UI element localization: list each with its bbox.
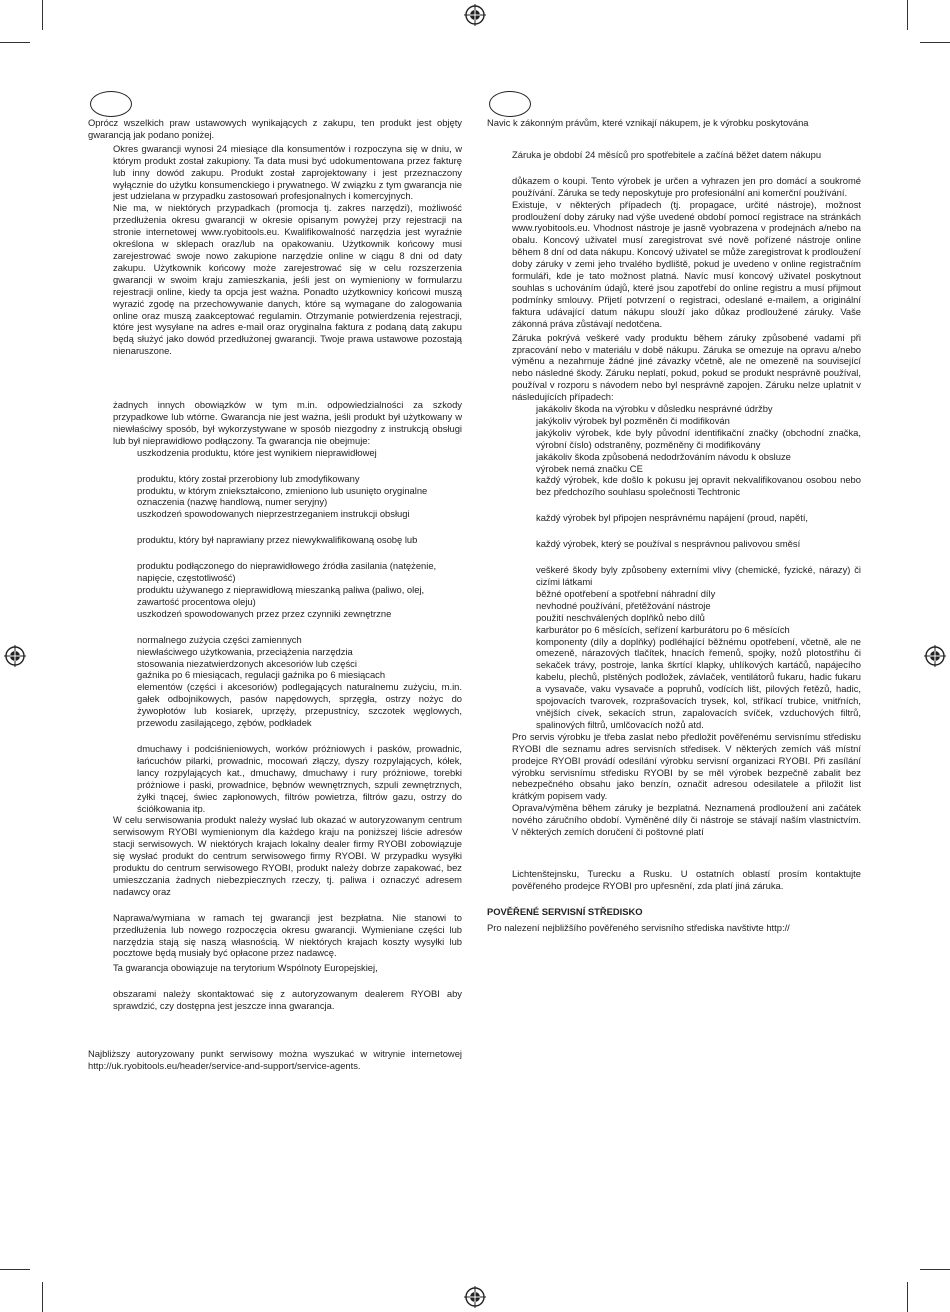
exclusion-item: jakákoliv škoda způsobená nedodržováním návodu k obsluze — [536, 450, 791, 462]
registration-mark-right-icon — [924, 645, 946, 667]
exclusion-item: běžné opotřebení a spotřební náhradní díly — [536, 587, 716, 599]
crop-mark-left-bottom — [0, 1269, 30, 1270]
intro-paragraph: Oprócz wszelkich praw ustawowych wynikających z zakupu, ten produkt jest objęty gwarancją jak podano poniżej. — [88, 117, 462, 140]
exclusion-item: veškeré škody byly způsobeny externími vlivy (chemické, fyzické, nárazy) či cizími látkami — [536, 564, 861, 587]
exclusion-item: produktu, w którym zniekształcono, zmieniono lub usunięto oryginalne oznaczenia (nazwę handlową, numer seryjny) — [137, 484, 428, 508]
obligations-paragraph: żadnych innych obowiązków w tym m.in. odpowiedzialności za szkody przypadkowe lub wtórne. Gwarancja nie jest ważna, jeśli produkt był użytkowany w niewłaściwy sposób, był wykorzystywane w sposób niezgodny z instrukcją obsługi lub był nieprawidłowo podłączony. Ta gwarancja nie obejmuje: — [113, 399, 462, 446]
extension-paragraph: Nie ma, w niektórych przypadkach (promocja tj. zakres narzędzi), możliwość przedłużenia okresu gwarancji w okresie opisanym powyżej przy rejestracji na stronie internetowej www.ryobitools.eu. Kwalifikowalność narzędzia jest wyraźnie określona w sklepach oraz/lub na opakowaniu. Użytkownik końcowy musi zarejestrować swoje nowo zakupione narzędzie online w ciągu 8 dni od daty zakupu. Użytkownik końcowy może zarejestrować się w celu rozszerzenia gwarancji w swoim kraju zamieszkania, jeśli jest on wymieniony w formularzu rejestracji online, kiedy ta opcja jest ważna. Ponadto użytkownicy końcowi muszą wyrazić zgodę na przechowywanie danych, które są wymagane do zalogowania online oraz muszą zaakceptować regulamin. Otrzymanie potwierdzenia rejestracji, które jest wysyłane na adres e-mail oraz oryginalna faktura z podaną datą zakupu będą służyć jako dowód przedłużonej gwarancji. Twoje prawa ustawowe pozostają nienaruszone. — [113, 202, 462, 357]
exclusion-item: gaźnika po 6 miesiącach, regulacji gaźnika po 6 miesiącach — [137, 669, 386, 681]
exclusion-item: nevhodné používání, přetěžování nástroje — [536, 599, 711, 611]
repair-paragraph: Oprava/výměna během záruky je bezplatná. Neznamená prodloužení ani začátek nového záručního období. Vyměněné díly či nástroje se stávají naším vlastnictvím. V některých zemích doručení či poštovné platí — [512, 802, 861, 838]
registration-mark-top-icon — [464, 4, 486, 26]
countries-paragraph: Lichtenštejnsku, Turecku a Rusku. U ostatních oblastí prosím kontaktujte pověřeného prodejce RYOBI pro upřesnění, zda platí jiná záruka. — [512, 867, 861, 891]
crop-mark-top-right — [907, 0, 908, 30]
crop-mark-right-bottom — [920, 1269, 950, 1270]
extension-paragraph: Existuje, v některých případech (tj. propagace, určité nástroje), možnost prodloužení doby záruky nad výše uvedené období pomocí registrace na stránkách www.ryobitools.eu. Vhodnost nástroje je jasně vyobrazena v prodejnách a/nebo na obalu. Koncový uživatel musí zaregistrovat své nově pořízené nástroje online během 8 dní od data nákupu. Koncový uživatel se může zaregistrovat k prodloužení doby záruky v zemi jeho trvalého bydliště, pokud je uvedeno v online registračním formuláři, kde je tato možnost platná. Navíc musí koncový uživatel poskytnout souhlas s uchováním údajů, které jsou zapotřebí do online registru a musí přijmout podmínky smlouvy. Přijetí potvrzení o registraci, odeslané e-mailem, a originální faktura udávající datum nákupu slouží jako důkaz prodloužené záruky. Vaše zákonná práva zůstávají nedotčena. — [512, 198, 861, 329]
service-center-heading: POVĚŘENÉ SERVISNÍ STŘEDISKO — [487, 905, 643, 917]
crop-mark-right-top — [920, 42, 950, 43]
language-badge-right — [489, 91, 531, 117]
exclusion-item: uszkodzeń spowodowanych przez przez czynniki zewnętrzne — [137, 607, 392, 619]
repair-paragraph: Naprawa/wymiana w ramach tej gwarancji jest bezpłatna. Nie stanowi to przedłużenia lub nowego rozpoczęcia okresu gwarancji. Wymieniane części lub narzędzia stają się naszą własnością. W niektórych krajach koszty wysyłki lub pocztowe będą musiały być opłacone przez nadawcę. — [113, 911, 462, 959]
exclusion-item: použití neschválených doplňků nebo dílů — [536, 611, 705, 623]
exclusion-item: komponenty (díly a doplňky) podléhající běžnému opotřebení, včetně, ale ne omezeně, nárazových tlačítek, hnacích řemenů, spojky, nožů plotostřihu či sekaček trávy, postroje, lanka škrtící klapky, uhlíkových kartáčů, napájecího kabelu, plechů, plstěných podložek, závlaček, ventilátorů fukaru, hadic fukaru a vysavače, vaku vysavače a popruhů, vodících lišt, pilových řetězů, hadic, spojovacích tvarovek, rozprašovacích trysek, kol, stříkací trubice, vnitřních, vnějších cívek, sekacích strun, zapalovacích svíček, vzduchových filtrů, spalinových filtrů, umlčovacích nožů atd. — [536, 635, 861, 730]
exclusion-item: produktu używanego z nieprawidłową mieszanką paliwa (paliwo, olej, zawartość procentowa oleju) — [137, 584, 425, 607]
find-service-paragraph: Pro nalezení nejbližšího pověřeného servisního střediska navštivte http:// — [487, 921, 790, 933]
exclusion-item: každý výrobek, který se používal s nesprávnou palivovou směsí — [536, 538, 801, 550]
exclusion-item: produktu, który został przerobiony lub zmodyfikowany — [137, 472, 360, 484]
service-paragraph: W celu serwisowania produkt należy wysłać lub okazać w autoryzowanym centrum serwisowym RYOBI wymienionym dla każdego kraju na poniższej liście adresów stacji serwisowych. W niektórych krajach lokalny dealer firmy RYOBI zobowiązuje się wysłać produkt do centrum serwisowego firmy RYOBI. W przypadku wysyłki produktu do centrum serwisowego RYOBI, produkt należy dobrze zapakować, bez umieszczania żadnych niebezpiecznych rzeczy, tj. paliwa i oznaczyć adresem nadawcy oraz — [113, 814, 462, 897]
exclusion-item: karburátor po 6 měsících, seřízení karburátoru po 6 měsících — [536, 623, 790, 635]
crop-mark-top-left — [42, 0, 43, 30]
exclusion-item: uszkodzeń spowodowanych nieprzestrzeganiem instrukcji obsługi — [137, 508, 410, 520]
exclusion-item: uszkodzenia produktu, które jest wynikiem nieprawidłowej — [137, 446, 377, 458]
crop-mark-bottom-right — [907, 1282, 908, 1312]
exclusion-item: jakákoliv škoda na výrobku v důsledku nesprávné údržby — [536, 403, 773, 415]
exclusion-item: jakýkoliv výrobek byl pozměněn či modifikován — [536, 414, 730, 426]
crop-mark-left-top — [0, 42, 30, 43]
registration-mark-bottom-icon — [464, 1286, 486, 1308]
exclusion-item: jakýkoliv výrobek, kde byly původní identifikační značky (obchodní značka, výrobní číslo) odstraněny, pozměněny či modifikovány — [536, 426, 861, 450]
exclusion-item: elementów (części i akcesoriów) podlegających naturalnemu zużyciu, m.in. gałek odbojnikowych, pasów napędowych, sprzęgła, ostrzy nożyc do żywopłotów lub kosiarek, uprzęży, przepustnicy, szczotek węglowych, przewodu zasilającego, zębów, podkładek — [137, 681, 462, 729]
exclusion-item: výrobek nemá značku CE — [536, 462, 643, 474]
registration-mark-left-icon — [4, 645, 26, 667]
nearest-service-paragraph: Najbliższy autoryzowany punkt serwisowy można wyszukać w witrynie internetowej http://uk.ryobitools.eu/header/service-and-support/service-agents. — [88, 1048, 462, 1071]
intro-paragraph: Navic k zákonným právům, které vznikají nákupem, je k výrobku poskytována — [487, 117, 809, 128]
exclusion-item: každý výrobek byl připojen nesprávnému napájení (proud, napětí, — [536, 512, 809, 524]
warranty-start-paragraph: Záruka je období 24 měsíců pro spotřebitele a začíná běžet datem nákupu — [512, 148, 822, 160]
polish-column — [88, 117, 462, 1072]
crop-mark-bottom-left — [42, 1282, 43, 1312]
service-paragraph: Pro servis výrobku je třeba zaslat nebo předložit pověřenému servisnímu středisku RYOBI dle seznamu adres servisních středisek. V některých zemích váš místní prodejce RYOBI provádí odesílání výrobku servisní organizaci RYOBI. Při zasílání výrobku servisnímu středisku RYOBI by se měl výrobek bezpečně zabalit bez nebezpečného obsahu jako benzín, označit adresou odesilatele a přiložit list krátkým popisem vady. — [512, 730, 861, 802]
czech-column — [487, 117, 861, 934]
language-badge-left — [90, 91, 132, 117]
exclusion-item: produktu podłączonego do nieprawidłowego źródła zasilania (natężenie, napięcie, częstotliwość) — [137, 560, 437, 584]
exclusion-item: produktu, który był naprawiany przez niewykwalifikowaną osobę lub — [137, 534, 418, 546]
exclusion-item: normalnego zużycia części zamiennych — [137, 633, 302, 645]
territory-paragraph: Ta gwarancja obowiązuje na terytorium Wspólnoty Europejskiej, — [113, 962, 378, 974]
exclusion-item: niewłaściwego użytkowania, przeciążenia narzędzia — [137, 645, 353, 657]
exclusion-item: stosowania niezatwierdzonych akcesoriów lub części — [137, 657, 357, 669]
coverage-paragraph: Záruka pokrývá veškeré vady produktu během záruky způsobené vadami při zpracování nebo v materiálu v době nákupu. Záruka se omezuje na opravu a/nebo výměnu a nezahrnuje žádné jiné závazky včetně, ale ne omezeně na související nebo následné škody. Záruku neplatí, pokud, pokud se produkt nesprávně používal, používal v rozporu s návodem nebo byl nesprávně zapojen. Záruku nelze uplatnit v následujících případech: — [512, 331, 861, 403]
contact-dealer-paragraph: obszarami należy skontaktować się z autoryzowanym dealerem RYOBI aby sprawdzić, czy dostępna jest jeszcze inna gwarancja. — [113, 988, 462, 1012]
proof-paragraph: důkazem o koupi. Tento výrobek je určen a vyhrazen jen pro domácí a soukromé používání. Záruka se tedy neposkytuje pro profesionální ani komerční používání. — [512, 174, 861, 198]
warranty-period-paragraph: Okres gwarancji wynosi 24 miesiące dla konsumentów i rozpoczyna się w dniu, w którym produkt został zakupiony. Ta data musi być udokumentowana przez fakturę lub inny dowód zakupu. Produkt został zaprojektowany i jest przeznaczony wyłącznie do użytku konsumenckiego i prywatnego. W związku z tym gwarancja nie jest udzielana w przypadku zastosowań profesjonalnych i komercyjnych. — [113, 142, 462, 202]
exclusion-item: každý výrobek, kde došlo k pokusu jej opravit nekvalifikovanou osobou nebo bez předchozího souhlasu společnosti Techtronic — [536, 474, 861, 498]
exclusion-item: dmuchawy i podciśnieniowych, worków próżniowych i pasków, prowadnic, łańcuchów pilarki, prowadnic, mocowań złączy, dyszy rozpylających, kółek, lancy rozpylających kat., dmuchawy, dmuchawy i rury próżniowe, torebki próżniowe i paski, prowadnice, bębnów wewnętrznych, szpuli zewnętrznych, żyłki tnącej, świec zapłonowych, filtrów powietrza, filtrów gazu, ostrzy do ściółkowania itp. — [137, 742, 462, 814]
